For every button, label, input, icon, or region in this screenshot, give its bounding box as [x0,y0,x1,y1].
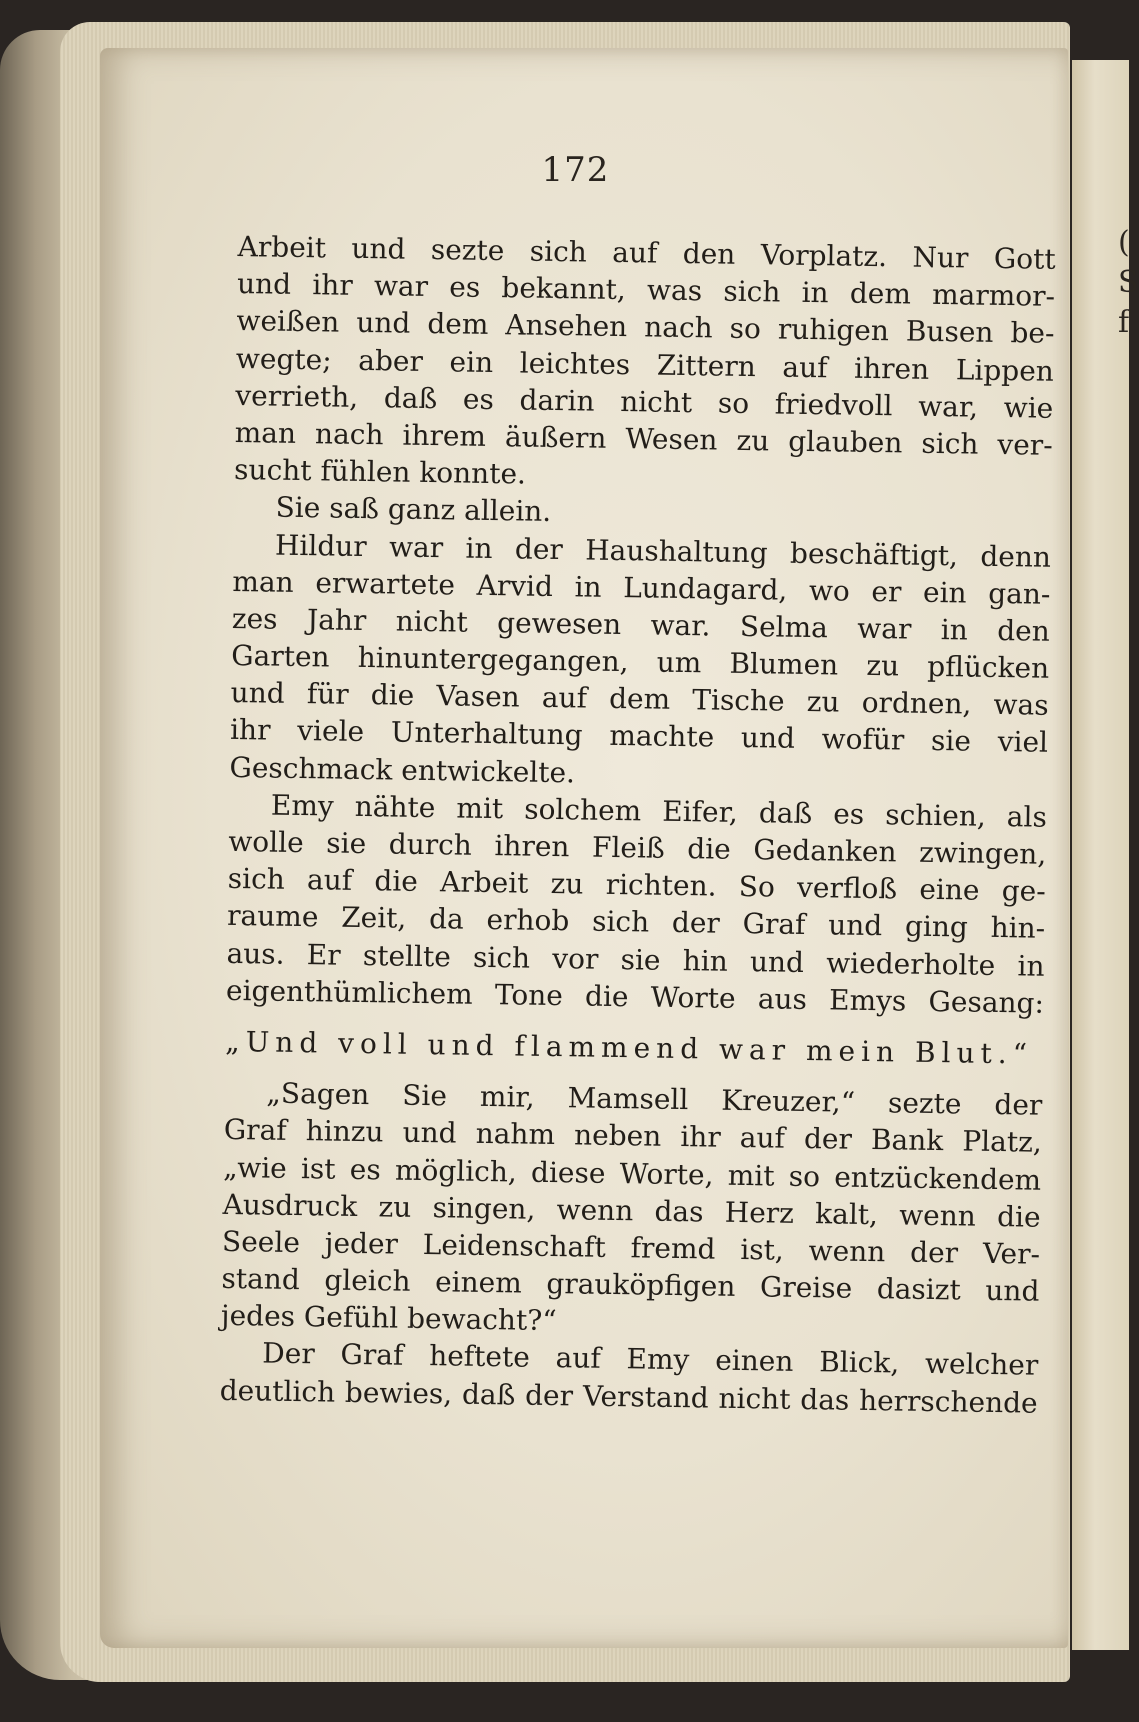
text-line: man nach ihrem äußern Wesen zu glauben sich ver- [234,415,1053,462]
next-page-fragment: S [1118,265,1139,300]
text-line: stand gleich einem grauköpfigen Greise dasizt und [221,1261,1040,1308]
text-line: Emy nähte mit solchem Eifer, daß es schien, als [270,788,1048,834]
text-line: Garten hinuntergegangen, um Blumen zu pflücken [231,639,1050,685]
text-line: sucht fühlen konnte. [233,453,527,491]
text-line: ihr viele Unterhaltung machte und wofür sie viel [229,713,1049,760]
text-line: und für die Vasen auf dem Tische zu ordnen, was [230,676,1049,723]
text-line: „Sagen Sie mir, Mamsell Kreuzer,“ sezte der [266,1076,1043,1122]
text-line: zes Jahr nicht gewesen war. Selma war in den [231,601,1051,648]
text-line: eigenthümlichem Tone die Worte aus Emys Gesang: [225,973,1045,1020]
text-line: sich auf die Arbeit zu richten. So verfloß eine ge- [227,862,1046,908]
next-page-edge [1072,60,1139,1650]
text-line: deutlich bewies, daß der Verstand nicht das herrschende [219,1373,1038,1420]
text-line: raume Zeit, da erhob sich der Graf und ging hin- [226,899,1046,946]
verse-line: „Und voll und flammend war mein Blut.“ [224,1024,1034,1071]
text-line: und ihr war es bekannt, was sich in dem marmor- [236,267,1056,314]
text-line: Arbeit und sezte sich auf den Vorplatz. Nur Gott [237,229,1056,276]
text-line: Geschmack entwickelte. [229,750,576,789]
text-line: Ausdruck zu singen, wenn das Herz kalt, wenn die [222,1187,1041,1234]
next-page-fragment: f [1118,305,1130,340]
text-line: „wie ist es möglich, diese Worte, mit so entzückendem [222,1150,1042,1197]
page-text [219,228,1055,1422]
text-line: jedes Gefühl bewacht?“ [220,1299,557,1338]
text-line: wegte; aber ein leichtes Zittern auf ihren Lippen [235,341,1055,388]
text-line: Sie saß ganz allein. [275,490,552,529]
page-number: 172 [541,150,610,190]
text-line: man erwartete Arvid in Lundagard, wo er ein gan- [232,564,1051,611]
text-line: Graf hinzu und nahm neben ihr auf der Bank Platz, [223,1113,1042,1160]
text-line: wolle sie durch ihren Fleiß die Gedanken zwingen, [228,824,1047,871]
text-line: verrieth, daß es darin nicht so friedvoll war, wie [235,378,1054,425]
next-page-fragment: ( [1118,225,1130,260]
text-line: Hildur war in der Haushaltung beschäftigt, denn [274,528,1052,574]
text-line: weißen und dem Ansehen nach so ruhigen Busen be- [236,304,1055,351]
text-line: Seele jeder Leidenschaft fremd ist, wenn der Ver- [221,1224,1041,1271]
text-line: aus. Er stellte sich vor sie hin und wiederholte in [226,936,1045,983]
text-line: Der Graf heftete auf Emy einen Blick, welcher [262,1336,1039,1383]
